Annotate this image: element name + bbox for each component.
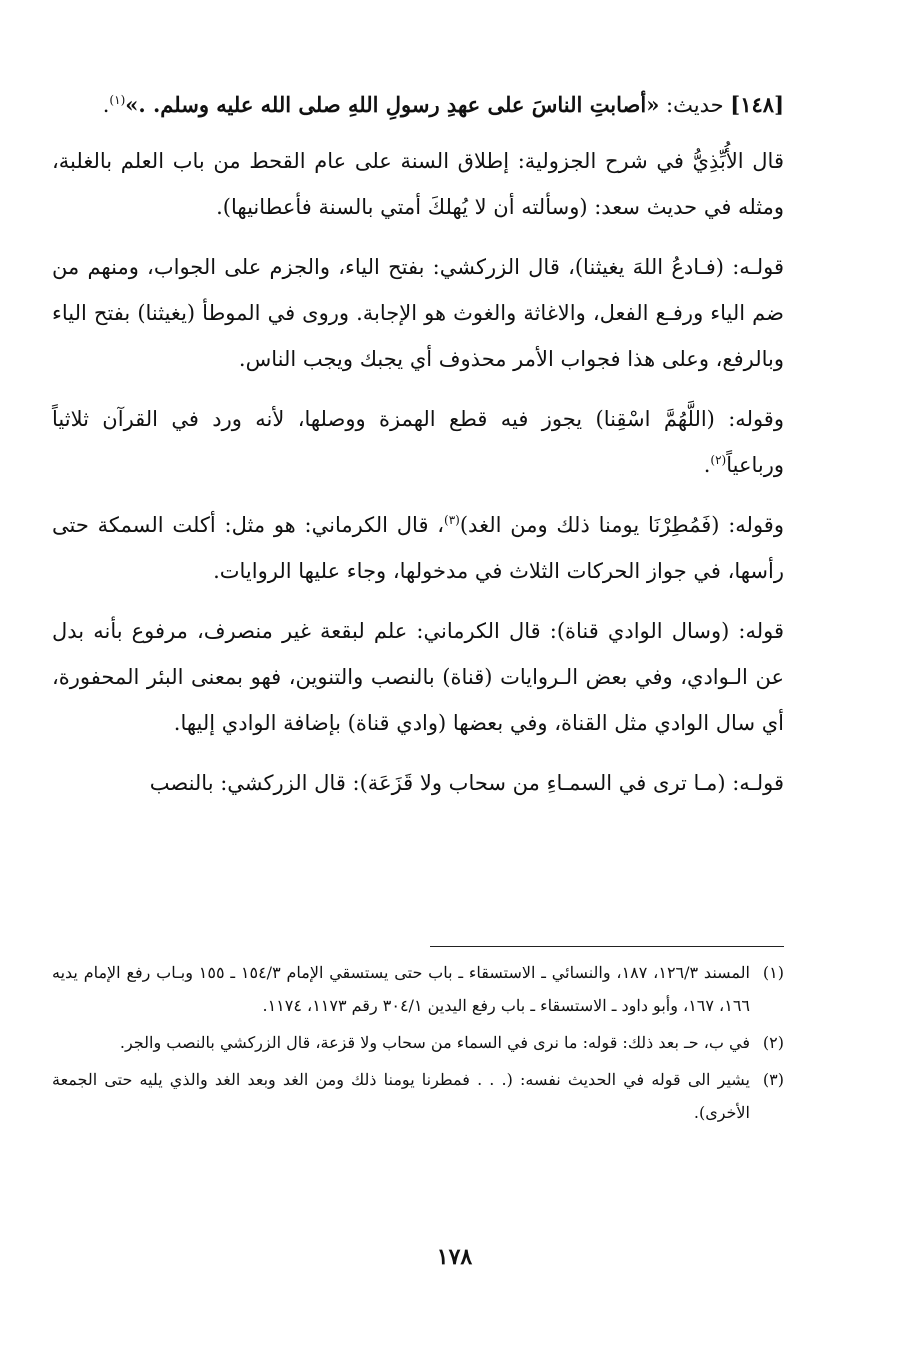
- hadith-heading: [52, 82, 784, 128]
- hadith-text: «أصابتِ الناسَ على عهدِ رسولِ اللهِ صلى الله عليه وسلم. .»: [125, 92, 660, 117]
- paragraph-mutirna-before: وقوله: (فَمُطِرْنَا يومنا ذلك ومن الغد): [459, 513, 784, 537]
- hadith-number: [١٤٨]: [730, 92, 784, 117]
- heading-end: .: [102, 93, 110, 117]
- footnote-text: في ب، حـ بعد ذلك: قوله: ما نرى في السماء من سحاب ولا قزعة، قال الزركشي بالنصب والجر.: [119, 1033, 750, 1052]
- paragraph-qanat: قوله: (وسال الوادي قناة): قال الكرماني: علم لبقعة غير منصرف، مرفوع بأنه بدل عن الـوادي، وفي بعض الـروايات (قناة) بالنصب والتنوين، فهو بمعنى البئر المحفورة، أي سال الوادي مثل القناة، وفي بعضها (وادي قناة) بإضافة الوادي إليها.: [52, 619, 784, 735]
- paragraph-isqina: [52, 396, 784, 488]
- footnotes: [52, 956, 784, 1133]
- hadith-label: حديث:: [666, 93, 724, 117]
- footnote-3: [52, 1063, 784, 1129]
- page-number: ١٧٨: [436, 1244, 473, 1270]
- main-text: [52, 82, 784, 820]
- paragraph-isqina-end: .: [703, 453, 711, 477]
- paragraph-fadu: قولـه: (فـادعُ اللهَ يغيثنا)، قال الزركشي: بفتح الياء، والجزم على الجواب، ومنهم من ضم الياء ورفـع الفعل، والاغاثة والغوث هو الإجابة. وروى في الموطأ (يغيثنا) بفتح الياء وبالرفع، وعلى هذا فجواب الأمر محذوف أي يجبك ويجب الناس.: [52, 255, 784, 371]
- footnote-1: [52, 956, 784, 1022]
- footnote-text: يشير الى قوله في الحديث نفسه: (. . . فمطرنا يومنا ذلك ومن الغد وبعد الغد والذي يليه حتى الجمعة الأخرى).: [52, 1070, 750, 1122]
- footnote-2: [52, 1026, 784, 1059]
- paragraph-qazaa: قولـه: (مـا ترى في السمـاءِ من سحاب ولا قَزَعَة): قال الزركشي: بالنصب: [149, 771, 784, 795]
- footnote-number: (١): [762, 963, 784, 982]
- footnote-text: المسند ١٢٦/٣، ١٨٧، والنسائي ـ الاستسقاء ـ باب حتى يستسقي الإمام ١٥٤/٣ ـ ١٥٥ وبـاب رفع الإمام يديه ١٦٦، ١٦٧، وأبو داود ـ الاستسقاء ـ باب رفع اليدين ٣٠٤/١ رقم ١١٧٣، ١١٧٤.: [52, 963, 750, 1015]
- footnote-divider: [430, 946, 784, 947]
- footnote-number: (٣): [762, 1070, 784, 1089]
- paragraph-ubbi: قال الأُبِّذِيُّ في شرح الجزولية: إطلاق السنة على عام القحط من باب العلم بالغلبة، ومثله في حديث سعد: (وسألته أن لا يُهلكَ أمتي بالسنة فأعطانيها).: [52, 149, 784, 219]
- paragraph-mutirna: [52, 502, 784, 594]
- paragraph-mutirna-after: ، قال الكرماني: هو مثل: أكلت السمكة حتى رأسها، في جواز الحركات الثلاث في مدخولها، وجاء عليها الروايات.: [52, 513, 784, 583]
- footnote-number: (٢): [762, 1033, 784, 1052]
- footnote-ref: (٣): [444, 513, 460, 527]
- footnote-ref: (١): [109, 93, 126, 107]
- paragraph-isqina-text: وقوله: (اللَّهُمَّ اسْقِنا) يجوز فيه قطع الهمزة ووصلها، لأنه ورد في القرآن ثلاثياً ورباعياً: [52, 407, 784, 477]
- footnote-ref: (٢): [710, 453, 727, 467]
